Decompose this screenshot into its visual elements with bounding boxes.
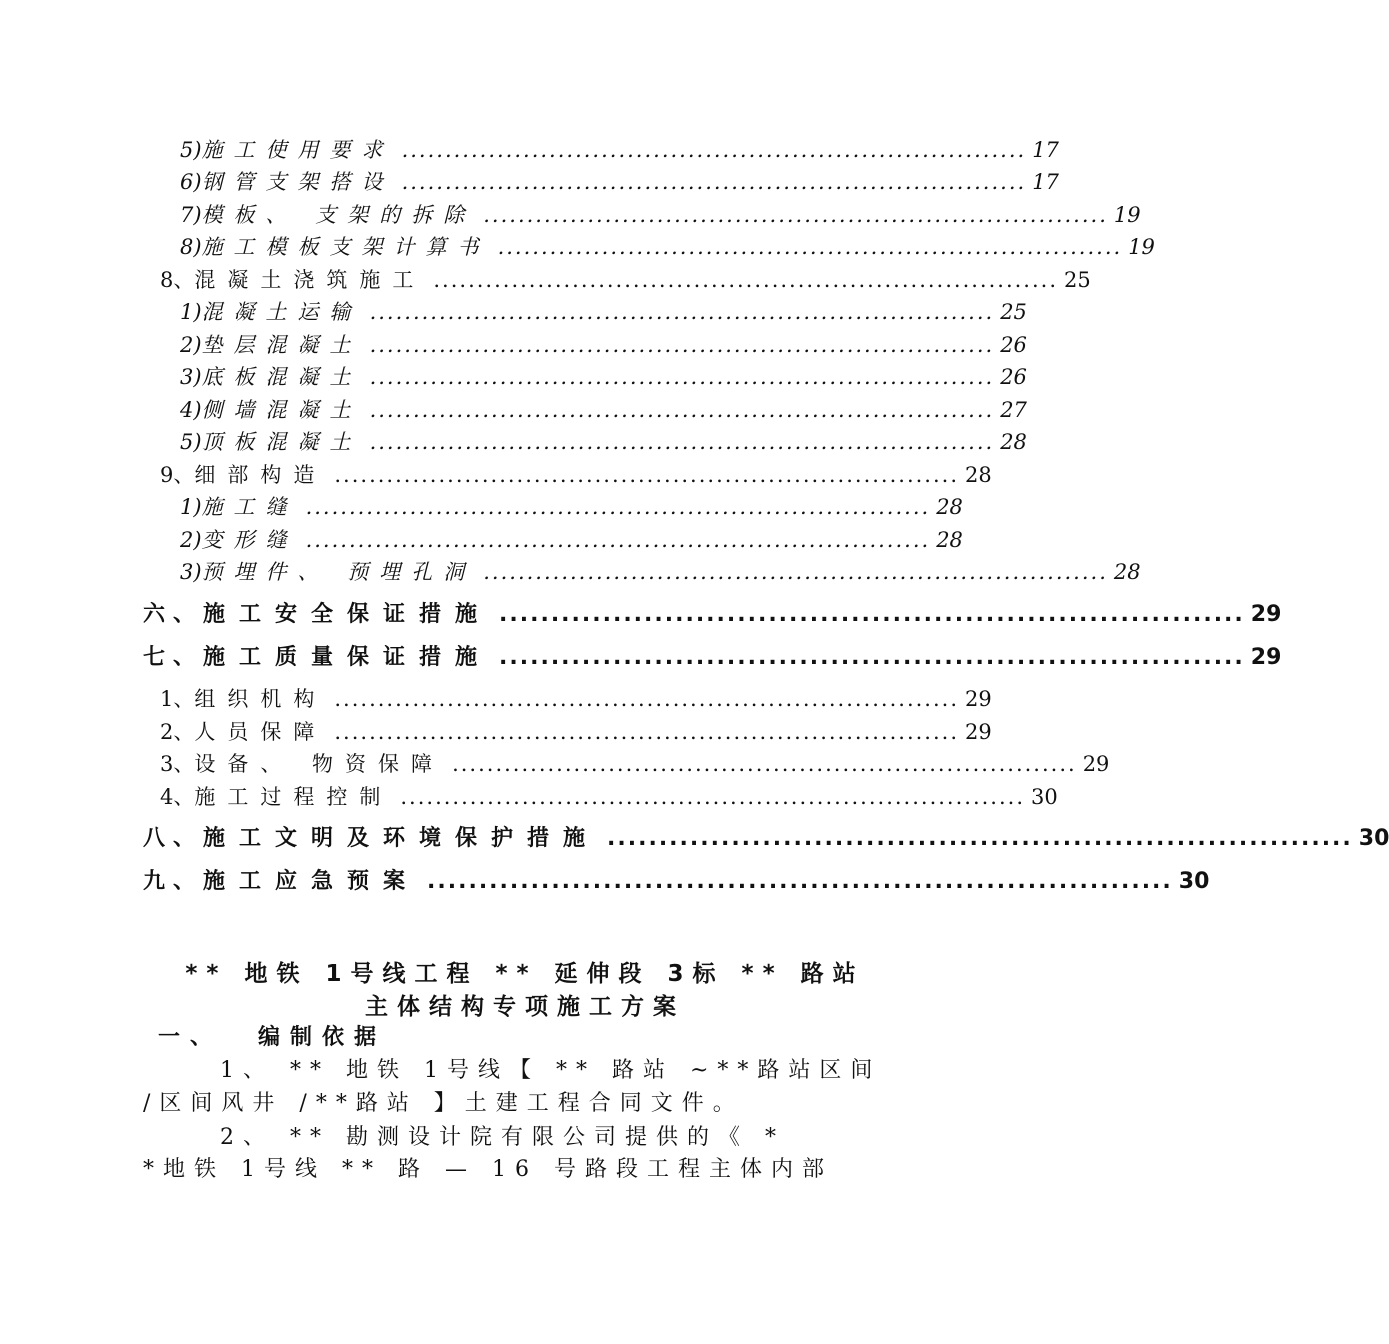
- document-title-line-1: ** 地铁 1号线工程 ** 延伸段 3标 ** 路站: [185, 961, 865, 987]
- toc-entry-number: 1、: [160, 687, 195, 711]
- toc-entry-page: 28: [936, 495, 963, 519]
- toc-leader-dots: ........................................................................: [400, 785, 1025, 809]
- toc-entry-page: 30: [1031, 785, 1058, 809]
- toc-leader-dots: ........................................................................: [401, 170, 1027, 194]
- toc-entry-page: 19: [1128, 235, 1155, 259]
- toc-entry-title: 变形缝: [201, 528, 298, 552]
- toc-entry-page: 29: [965, 687, 992, 711]
- toc-entry-page: 28: [936, 528, 963, 552]
- toc-entry[interactable]: [160, 683, 992, 713]
- toc-entry-title: 施工使用要求: [201, 138, 394, 162]
- toc-entry-page: 25: [1000, 300, 1027, 324]
- toc-entry-title: 钢管支架搭设: [201, 170, 394, 194]
- toc-entry-number: 5): [180, 430, 202, 454]
- toc-entry-title: 施工安全保证措施: [203, 602, 492, 627]
- toc-leader-dots: ........................................................................: [369, 365, 995, 389]
- toc-leader-dots: ........................................................................: [334, 463, 959, 487]
- toc-entry[interactable]: [143, 597, 1282, 629]
- toc-entry[interactable]: [143, 864, 1210, 896]
- toc-entry-number: 1): [180, 300, 202, 324]
- toc-entry[interactable]: [180, 394, 1027, 424]
- toc-entry-title: 人员保障: [194, 720, 327, 744]
- toc-leader-dots: ........................................................................: [305, 528, 931, 552]
- toc-leader-dots: ........................................................................: [499, 645, 1245, 670]
- toc-entry-number: 3): [180, 365, 202, 389]
- toc-leader-dots: ........................................................................: [483, 560, 1108, 584]
- toc-entry-page: 26: [1000, 333, 1027, 357]
- toc-entry[interactable]: [180, 231, 1155, 261]
- toc-entry-page: 30: [1358, 826, 1389, 851]
- toc-entry-number: 3): [180, 560, 202, 584]
- toc-entry-number: 2、: [160, 720, 195, 744]
- toc-entry[interactable]: [180, 556, 1141, 586]
- toc-leader-dots: ........................................................................: [427, 869, 1173, 894]
- toc-leader-dots: ........................................................................: [305, 495, 931, 519]
- toc-entry-number: 八、: [143, 826, 204, 851]
- toc-entry-title: 模板、 支架的拆除: [201, 203, 476, 227]
- toc-entry-number: 六、: [143, 602, 204, 627]
- toc-leader-dots: ........................................................................: [607, 826, 1353, 851]
- toc-entry[interactable]: [180, 491, 963, 521]
- toc-entry-title: 预埋件、 预埋孔洞: [201, 560, 476, 584]
- toc-entry-title: 施工模板支架计算书: [201, 235, 490, 259]
- paragraph-line: 1、 ** 地铁 1号线【 ** 路站 ~**路站区间: [220, 1058, 882, 1083]
- toc-entry[interactable]: [180, 524, 963, 554]
- toc-entry-number: 4、: [160, 785, 195, 809]
- toc-entry-page: 28: [965, 463, 992, 487]
- section-title: 编制依据: [258, 1025, 387, 1050]
- toc-entry-page: 29: [965, 720, 992, 744]
- paragraph-line: 2、 ** 勘测设计院有限公司提供的《 *: [220, 1125, 785, 1150]
- toc-leader-dots: ........................................................................: [369, 300, 995, 324]
- toc-entry[interactable]: [180, 199, 1141, 229]
- toc-entry-number: 3、: [160, 752, 195, 776]
- toc-entry-title: 施工文明及环境保护措施: [203, 826, 600, 851]
- toc-leader-dots: ........................................................................: [369, 430, 995, 454]
- document-title-line-2: 主体结构专项施工方案: [365, 994, 685, 1020]
- toc-leader-dots: ........................................................................: [369, 398, 995, 422]
- toc-entry-page: 27: [1000, 398, 1027, 422]
- toc-entry-title: 组织机构: [194, 687, 327, 711]
- toc-entry-number: 8): [180, 235, 202, 259]
- toc-entry-title: 混凝土运输: [201, 300, 362, 324]
- toc-entry[interactable]: [180, 134, 1059, 164]
- toc-entry[interactable]: [180, 361, 1027, 391]
- toc-entry-page: 26: [1000, 365, 1027, 389]
- toc-leader-dots: ........................................................................: [452, 752, 1077, 776]
- toc-entry-number: 2): [180, 333, 202, 357]
- toc-entry-page: 30: [1178, 869, 1210, 894]
- toc-entry[interactable]: [160, 264, 1091, 294]
- toc-entry-title: 侧墙混凝土: [201, 398, 362, 422]
- toc-leader-dots: ........................................................................: [334, 720, 959, 744]
- toc-entry-title: 施工过程控制: [194, 785, 393, 809]
- toc-entry-title: 混凝土浇筑施工: [194, 268, 426, 292]
- toc-entry-title: 垫层混凝土: [201, 333, 362, 357]
- toc-leader-dots: ........................................................................: [369, 333, 995, 357]
- toc-entry-number: 8、: [160, 268, 195, 292]
- toc-entry-page: 29: [1250, 602, 1282, 627]
- toc-entry-title: 施工质量保证措施: [203, 645, 492, 670]
- section-number: 一、: [158, 1025, 223, 1050]
- toc-entry-page: 28: [1113, 560, 1141, 584]
- toc-entry-number: 7): [180, 203, 202, 227]
- section-heading: [158, 1020, 386, 1051]
- toc-entry-title: 施工缝: [201, 495, 298, 519]
- toc-entry-page: 28: [1000, 430, 1027, 454]
- toc-entry-number: 1): [180, 495, 202, 519]
- toc-leader-dots: ........................................................................: [401, 138, 1027, 162]
- toc-entry-number: 七、: [143, 645, 204, 670]
- toc-entry[interactable]: [143, 821, 1389, 853]
- toc-entry-title: 顶板混凝土: [201, 430, 362, 454]
- toc-entry-title: 施工应急预案: [203, 869, 420, 894]
- toc-entry-page: 25: [1064, 268, 1091, 292]
- toc-entry-page: 29: [1250, 645, 1282, 670]
- toc-entry-title: 底板混凝土: [201, 365, 362, 389]
- toc-entry-page: 29: [1082, 752, 1110, 776]
- toc-leader-dots: ........................................................................: [497, 235, 1123, 259]
- toc-leader-dots: ........................................................................: [334, 687, 959, 711]
- toc-entry-page: 19: [1113, 203, 1141, 227]
- toc-entry-number: 5): [180, 138, 202, 162]
- toc-entry[interactable]: [160, 716, 992, 746]
- paragraph-line: *地铁 1号线 ** 路 — 16 号路段工程主体内部: [143, 1157, 833, 1182]
- toc-entry-number: 九、: [143, 869, 204, 894]
- toc-entry-number: 6): [180, 170, 202, 194]
- toc-leader-dots: ........................................................................: [483, 203, 1108, 227]
- toc-entry[interactable]: [180, 329, 1027, 359]
- toc-entry[interactable]: [160, 748, 1110, 778]
- toc-entry[interactable]: [180, 166, 1059, 196]
- toc-entry[interactable]: [143, 640, 1282, 672]
- toc-entry-number: 9、: [160, 463, 195, 487]
- toc-entry[interactable]: [160, 459, 992, 489]
- toc-entry[interactable]: [180, 426, 1027, 456]
- toc-entry-title: 设备、 物资保障: [194, 752, 445, 776]
- toc-entry[interactable]: [160, 781, 1058, 811]
- toc-leader-dots: ........................................................................: [499, 602, 1245, 627]
- toc-entry-page: 17: [1032, 170, 1059, 194]
- paragraph-line: /区间风井 /**路站 】土建工程合同文件。: [143, 1091, 744, 1116]
- toc-entry-page: 17: [1032, 138, 1059, 162]
- toc-entry-title: 细部构造: [194, 463, 327, 487]
- toc-entry-number: 2): [180, 528, 202, 552]
- toc-entry[interactable]: [180, 296, 1027, 326]
- toc-leader-dots: ........................................................................: [433, 268, 1058, 292]
- toc-entry-number: 4): [180, 398, 202, 422]
